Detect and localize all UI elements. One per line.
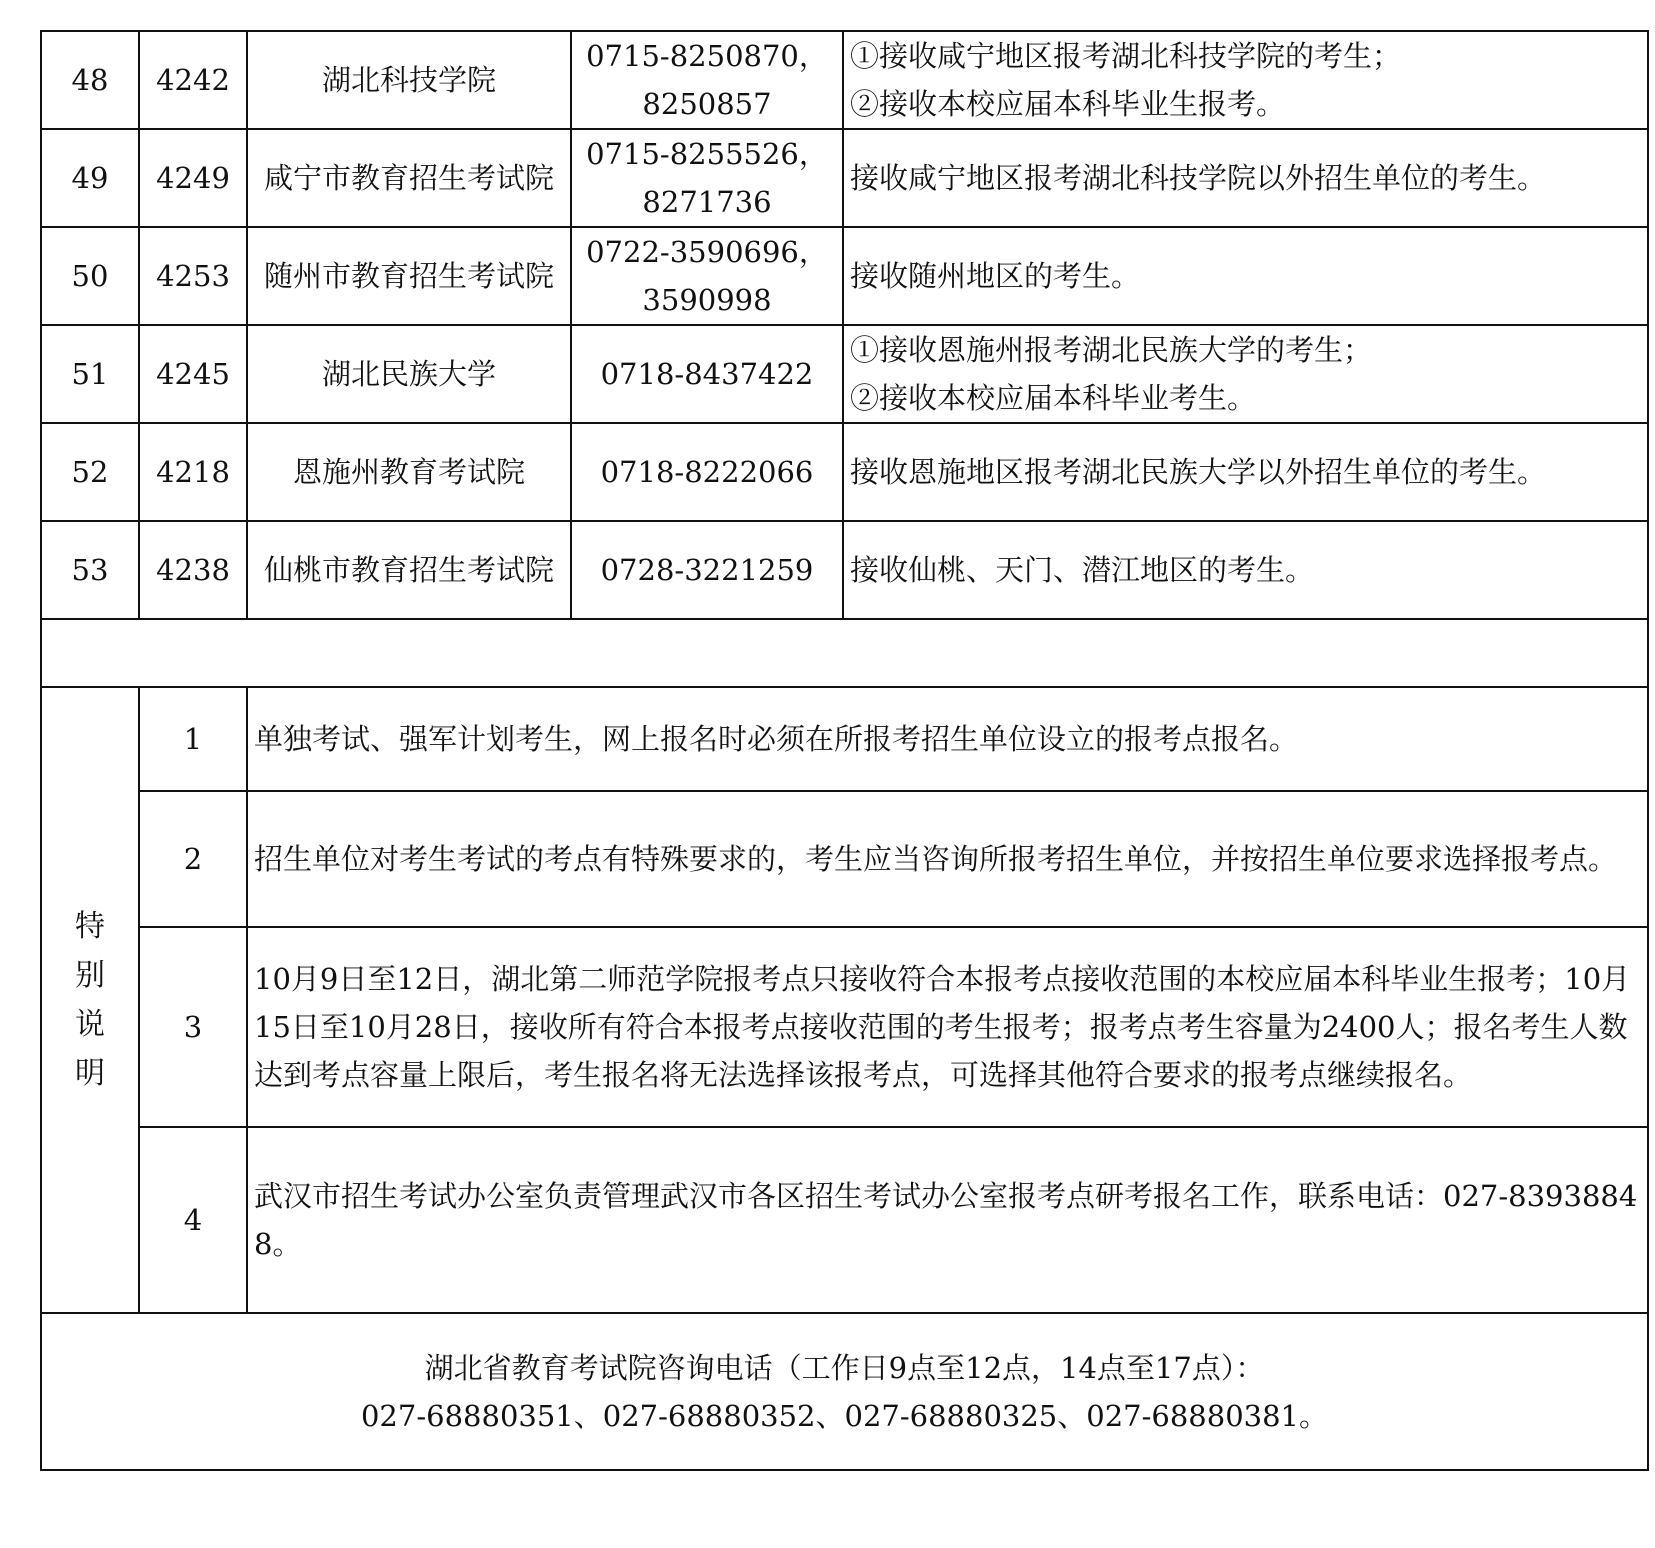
site-phone: 0718-8222066 [571, 423, 843, 521]
notes-label [41, 687, 139, 1313]
spacer-row [41, 619, 1648, 687]
table-row [41, 227, 1648, 325]
row-number: 52 [41, 423, 139, 521]
exam-site-table [40, 30, 1649, 1471]
site-description: 接收咸宁地区报考湖北科技学院以外招生单位的考生。 [843, 129, 1648, 227]
table-row [41, 521, 1648, 619]
site-description: 接收仙桃、天门、潜江地区的考生。 [843, 521, 1648, 619]
site-code: 4238 [139, 521, 247, 619]
site-description: 接收随州地区的考生。 [843, 227, 1648, 325]
notes-label-char: 别 [75, 958, 105, 993]
row-number: 49 [41, 129, 139, 227]
site-code: 4245 [139, 325, 247, 423]
notes-label-char: 特 [75, 909, 105, 944]
table-row [41, 31, 1648, 129]
note-number: 3 [139, 927, 247, 1127]
site-phone: 0728-3221259 [571, 521, 843, 619]
footer-row [41, 1313, 1648, 1470]
site-code: 4218 [139, 423, 247, 521]
site-phone: 0722-3590696，3590998 [571, 227, 843, 325]
note-row [41, 791, 1648, 927]
site-code: 4249 [139, 129, 247, 227]
notes-label-char: 说 [75, 1007, 105, 1042]
note-text: 武汉市招生考试办公室负责管理武汉市各区招生考试办公室报考点研考报名工作，联系电话：027-83938848。 [247, 1127, 1648, 1313]
empty-cell [41, 619, 1648, 687]
note-text: 招生单位对考生考试的考点有特殊要求的，考生应当咨询所报考招生单位，并按招生单位要求选择报考点。 [247, 791, 1648, 927]
note-text: 10月9日至12日，湖北第二师范学院报考点只接收符合本报考点接收范围的本校应届本科毕业生报考；10月15日至10月28日，接收所有符合本报考点接收范围的考生报考；报考点考生容量为2400人；报名考生人数达到考点容量上限后，考生报名将无法选择该报考点，可选择其他符合要求的报考点继续报名。 [247, 927, 1648, 1127]
site-unit: 恩施州教育考试院 [247, 423, 571, 521]
site-unit: 仙桃市教育招生考试院 [247, 521, 571, 619]
site-unit: 湖北民族大学 [247, 325, 571, 423]
notes-label-char: 明 [75, 1056, 105, 1091]
site-code: 4242 [139, 31, 247, 129]
site-phone: 0715-8255526，8271736 [571, 129, 843, 227]
footer-line: 027-68880351、027-68880352、027-68880325、027-68880381。 [360, 1398, 1329, 1433]
row-number: 51 [41, 325, 139, 423]
site-code: 4253 [139, 227, 247, 325]
site-phone: 0718-8437422 [571, 325, 843, 423]
site-phone: 0715-8250870，8250857 [571, 31, 843, 129]
site-unit: 湖北科技学院 [247, 31, 571, 129]
note-number: 1 [139, 687, 247, 791]
row-number: 48 [41, 31, 139, 129]
note-number: 4 [139, 1127, 247, 1313]
note-text: 单独考试、强军计划考生，网上报名时必须在所报考招生单位设立的报考点报名。 [247, 687, 1648, 791]
table-row [41, 129, 1648, 227]
site-description: ①接收咸宁地区报考湖北科技学院的考生； ②接收本校应届本科毕业生报考。 [843, 31, 1648, 129]
note-row [41, 687, 1648, 791]
table-row [41, 423, 1648, 521]
note-number: 2 [139, 791, 247, 927]
note-row [41, 1127, 1648, 1313]
note-row [41, 927, 1648, 1127]
row-number: 53 [41, 521, 139, 619]
site-description: ①接收恩施州报考湖北民族大学的考生； ②接收本校应届本科毕业考生。 [843, 325, 1648, 423]
site-unit: 随州市教育招生考试院 [247, 227, 571, 325]
row-number: 50 [41, 227, 139, 325]
site-unit: 咸宁市教育招生考试院 [247, 129, 571, 227]
footer-line: 湖北省教育考试院咨询电话（工作日9点至12点，14点至17点）： [424, 1350, 1265, 1385]
footer-contact [41, 1313, 1648, 1470]
table-row [41, 325, 1648, 423]
site-description: 接收恩施地区报考湖北民族大学以外招生单位的考生。 [843, 423, 1648, 521]
